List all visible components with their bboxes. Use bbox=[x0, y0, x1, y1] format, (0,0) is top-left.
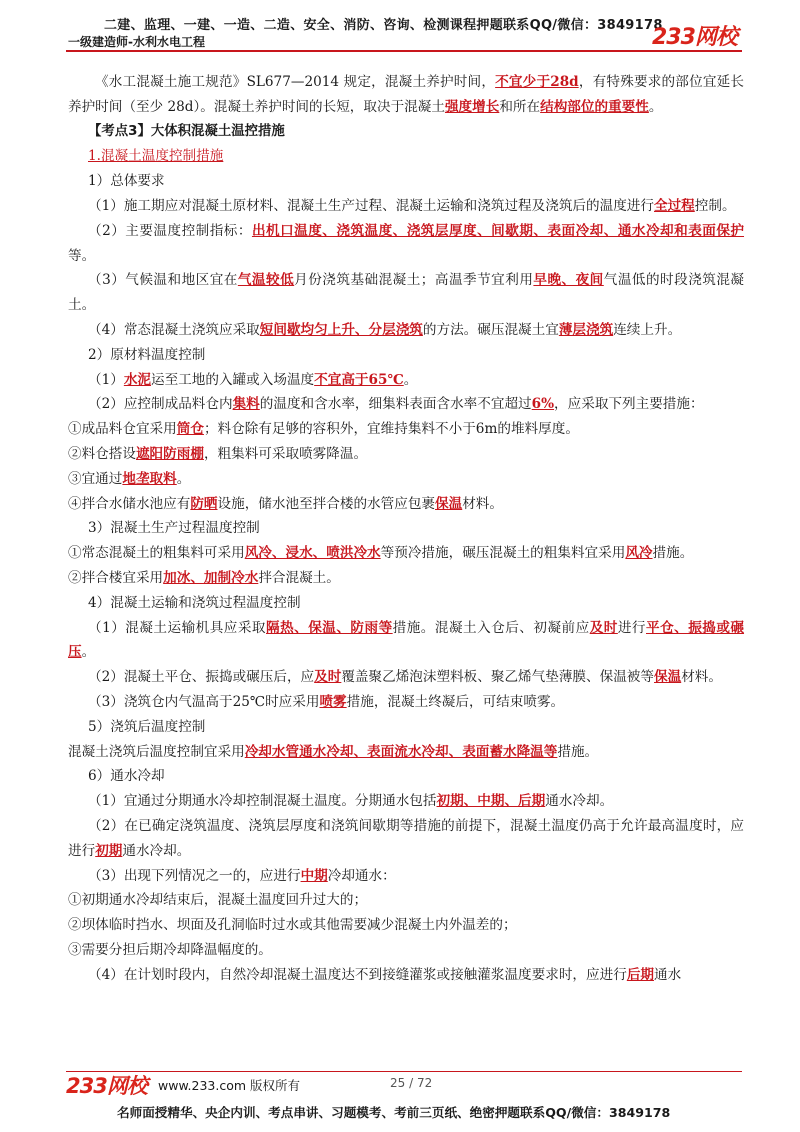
key-point-text: 风冷 bbox=[625, 545, 653, 562]
key-point-text: 全过程 bbox=[654, 197, 695, 214]
body-text: 措施。 bbox=[652, 545, 694, 562]
paragraph bbox=[68, 318, 744, 343]
heading-transport: 4）混凝土运输和浇筑过程温度控制 bbox=[88, 594, 301, 611]
key-point-text: 水泥 bbox=[123, 371, 152, 388]
paragraph bbox=[68, 616, 744, 666]
key-point-text: 集料 bbox=[232, 396, 260, 413]
key-point-text: 平仓、振捣或碾压 bbox=[68, 619, 745, 661]
heading-water-cooling: 6）通水冷却 bbox=[88, 768, 165, 785]
list-item bbox=[68, 541, 744, 566]
body-text: （1）施工期应对混凝土原材料、混凝土生产过程、混凝土运输和浇筑过程及浇筑后的温度进行 bbox=[88, 197, 654, 214]
paragraph bbox=[68, 368, 744, 393]
body-text: 混凝土浇筑后温度控制宜采用 bbox=[68, 743, 245, 760]
body-text: ，粗集料可采取喷雾降温。 bbox=[203, 445, 368, 462]
key-point-text: 薄层浇筑 bbox=[558, 321, 614, 338]
key-point-text: 地垄取料 bbox=[122, 470, 177, 487]
list-item: ②坝体临时挡水、坝面及孔洞临时过水或其他需要减少混凝土内外温差的； bbox=[68, 917, 517, 934]
footer-promo-text: 名师面授精华、央企内训、考点串讲、习题模考、考前三页纸、绝密押题联系QQ/微信：3849178 bbox=[117, 1105, 671, 1120]
body-text: 措施。混凝土入仓后、初凝前应 bbox=[392, 619, 590, 636]
body-text: 通水 bbox=[654, 966, 682, 983]
key-point-text: 加冰、加制冷水 bbox=[163, 569, 259, 586]
key-point-text: 短间歇均匀上升、分层浇筑 bbox=[259, 321, 423, 338]
key-point-text: 保温 bbox=[435, 495, 463, 512]
body-text: ④拌合水储水池应有 bbox=[68, 495, 191, 512]
key-point-text: 气温较低 bbox=[237, 272, 295, 289]
paragraph bbox=[68, 194, 744, 219]
header-subtitle: 一级建造师-水利水电工程 bbox=[68, 35, 205, 49]
list-item: ③需要分担后期冷却降温幅度的。 bbox=[68, 941, 272, 958]
paragraph bbox=[68, 268, 744, 318]
heading-raw-materials: 2）原材料温度控制 bbox=[88, 346, 206, 363]
body-text: 措施，混凝土终凝后，可结束喷雾。 bbox=[346, 693, 565, 710]
body-text: 气温低的时段浇筑混凝土。 bbox=[68, 272, 745, 314]
body-text: （1）混凝土运输机具应采取 bbox=[88, 619, 266, 636]
body-text: ②拌合楼宜采用 bbox=[68, 569, 164, 586]
paragraph bbox=[68, 70, 744, 120]
page-header bbox=[0, 0, 800, 50]
body-text: 设施，储水池至拌合楼的水管应包裹 bbox=[217, 495, 436, 512]
key-point-text: 初期 bbox=[95, 842, 123, 859]
body-text: 控制。 bbox=[694, 197, 736, 214]
body-text: 和所在 bbox=[499, 98, 541, 115]
body-text: ①常态混凝土的粗集料可采用 bbox=[68, 545, 245, 562]
key-point-text: 后期 bbox=[626, 966, 654, 983]
key-point-text: 喷雾 bbox=[319, 693, 347, 710]
key-point-text: 风冷、浸水、喷洪冷水 bbox=[244, 545, 381, 562]
footer-divider bbox=[66, 1071, 742, 1072]
body-text: （1） bbox=[88, 371, 124, 388]
body-text: 覆盖聚乙烯泡沫塑料板、聚乙烯气垫薄膜、保温被等 bbox=[341, 669, 654, 686]
body-text: 《水工混凝土施工规范》SL677—2014 规定，混凝土养护时间， bbox=[95, 74, 496, 90]
body-text: 通水冷却。 bbox=[122, 842, 191, 859]
body-text: （2）应控制成品料仓内 bbox=[88, 396, 233, 413]
body-text: ②料仓搭设 bbox=[68, 445, 136, 462]
footer-logo-icon: 233网校 bbox=[66, 1074, 147, 1098]
body-text: 通水冷却。 bbox=[545, 793, 614, 810]
paragraph bbox=[68, 665, 744, 690]
body-text: （3）气候温和地区宜在 bbox=[88, 272, 238, 289]
body-text: （4）常态混凝土浇筑应采取 bbox=[88, 321, 260, 338]
key-point-text: 早晚、夜间 bbox=[533, 272, 604, 289]
body-text: ①成品料仓宜采用 bbox=[68, 421, 177, 438]
body-text: 。 bbox=[176, 470, 191, 487]
body-text: ，应采取下列主要措施： bbox=[554, 396, 704, 413]
paragraph bbox=[68, 963, 744, 988]
key-point-text: 防晒 bbox=[190, 495, 218, 512]
list-item bbox=[68, 492, 744, 517]
section-title: 【考点3】大体积混凝土温控措施 bbox=[88, 123, 285, 139]
body-text: 措施。 bbox=[557, 743, 599, 760]
key-point-text: 及时 bbox=[314, 669, 342, 686]
paragraph bbox=[68, 789, 744, 814]
key-point-text: 结构部位的重要性 bbox=[540, 98, 649, 115]
body-text: （3）浇筑仓内气温高于25℃时应采用 bbox=[88, 693, 320, 710]
key-point-text: 筒仓 bbox=[176, 421, 204, 438]
body-text: 材料。 bbox=[681, 669, 722, 686]
key-point-text: 不宜高于65℃ bbox=[314, 371, 404, 388]
body-text: ③宜通过 bbox=[68, 470, 123, 487]
body-text: 。 bbox=[81, 644, 96, 661]
header-divider bbox=[66, 50, 742, 52]
list-item: ①初期通水冷却结束后，混凝土温度回升过大的； bbox=[68, 892, 368, 909]
list-item bbox=[68, 566, 744, 591]
body-text: 。 bbox=[403, 371, 418, 388]
key-point-text: 不宜少于28d bbox=[495, 74, 579, 90]
key-point-text: 中期 bbox=[300, 867, 328, 884]
body-text: 连续上升。 bbox=[613, 321, 682, 338]
body-text: （2）主要温度控制指标： bbox=[88, 222, 252, 239]
list-item bbox=[68, 442, 744, 467]
body-text: （2）在已确定浇筑温度、浇筑层厚度和浇筑间歇期等措施的前提下，混凝土温度仍高于允许最高温度时，应进行 bbox=[68, 817, 744, 859]
list-item bbox=[68, 417, 744, 442]
body-text: 等。 bbox=[68, 247, 96, 264]
body-text: ；料仓除有足够的容积外，宜维持集料不小于6m的堆料厚度。 bbox=[203, 421, 579, 438]
body-text: （3）出现下列情况之一的，应进行 bbox=[88, 867, 301, 884]
paragraph bbox=[68, 864, 744, 889]
body-text: 冷却通水： bbox=[327, 867, 396, 884]
body-text: 等预冷措施，碾压混凝土的粗集料宜采用 bbox=[380, 545, 626, 562]
body-text: 月份浇筑基础混凝土；高温季节宜利用 bbox=[294, 272, 534, 289]
paragraph bbox=[68, 814, 744, 864]
body-text: 的温度和含水率，细集料表面含水率不宜超过 bbox=[259, 396, 532, 413]
body-text: （2）混凝土平仓、振捣或碾压后，应 bbox=[88, 669, 315, 686]
key-point-text: 强度增长 bbox=[444, 98, 500, 115]
paragraph bbox=[68, 690, 744, 715]
key-point-text: 遮阳防雨棚 bbox=[135, 445, 204, 462]
logo-233-icon: 233网校 bbox=[652, 25, 737, 50]
heading-after-pouring: 5）浇筑后温度控制 bbox=[88, 718, 206, 735]
body-text: 运至工地的入罐或入场温度 bbox=[151, 371, 315, 388]
body-text: 材料。 bbox=[462, 495, 503, 512]
paragraph bbox=[68, 219, 744, 269]
paragraph bbox=[68, 392, 744, 417]
footer-url[interactable]: www.233.com 版权所有 bbox=[158, 1078, 300, 1093]
body-text: 的方法。碾压混凝土宜 bbox=[422, 321, 559, 338]
page-number: 25 / 72 bbox=[390, 1076, 433, 1090]
header-promo-text: 二建、监理、一建、一造、二造、安全、消防、咨询、检测课程押题联系QQ/微信：3849178 bbox=[104, 18, 663, 33]
heading-overall-requirements: 1）总体要求 bbox=[88, 173, 165, 190]
paragraph bbox=[68, 740, 744, 765]
key-point-text: 出机口温度、浇筑温度、浇筑层厚度、间歇期、表面冷却、通水冷却和表面保护 bbox=[251, 222, 745, 239]
key-point-text: 保温 bbox=[654, 669, 682, 686]
list-item bbox=[68, 467, 744, 492]
key-point-text: 冷却水管通水冷却、表面流水冷却、表面蓄水降温等 bbox=[244, 743, 558, 760]
body-text: （1）宜通过分期通水冷却控制混凝土温度。分期通水包括 bbox=[88, 793, 437, 810]
body-text: 拌合混凝土。 bbox=[258, 569, 340, 586]
key-point-text: 初期、中期、后期 bbox=[436, 793, 546, 810]
body-text: 进行 bbox=[617, 619, 646, 636]
body-text: ，有特殊要求的部位宜延长养护时间（至少 28d）。混凝土养护时间的长短，取决于混凝土 bbox=[68, 74, 745, 115]
key-point-text: 隔热、保温、防雨等 bbox=[266, 619, 393, 636]
key-point-text: 6% bbox=[531, 396, 555, 413]
body-text: 。 bbox=[648, 98, 663, 115]
document-body bbox=[68, 70, 744, 987]
subsection-title: 1.混凝土温度控制措施 bbox=[88, 148, 224, 165]
key-point-text: 及时 bbox=[589, 619, 618, 636]
body-text: （4）在计划时段内，自然冷却混凝土温度达不到接缝灌浆或接触灌浆温度要求时，应进行 bbox=[88, 966, 627, 983]
heading-production: 3）混凝土生产过程温度控制 bbox=[88, 520, 260, 537]
